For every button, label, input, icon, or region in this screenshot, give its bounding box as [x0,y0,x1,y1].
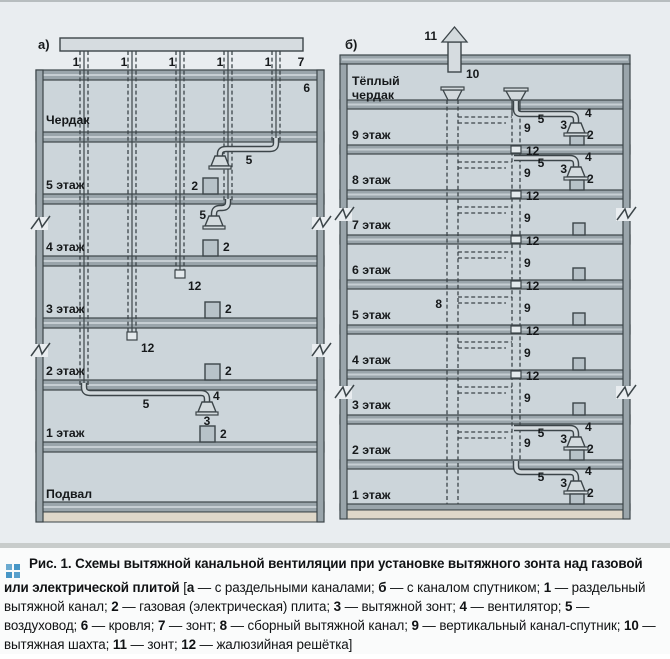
stove-label: 2 [220,427,227,441]
stove-icon [203,178,218,194]
floor-label-9: 9 этаж [352,128,391,142]
panel-a [30,37,331,522]
legend-desc: — жалюзийная решётка] [195,637,353,652]
floor-label-5: 5 этаж [352,308,391,322]
floor-label-1: 1 этаж [352,488,391,502]
legend-desc: — вытяжной зонт; [340,599,460,614]
legend-key: 11 [112,637,127,652]
legend-key: 3 [333,599,341,614]
legend-key: 5 [565,599,573,614]
floor-label-7: 7 этаж [352,218,391,232]
floor-label-2: 2 этаж [352,443,391,457]
legend-key: 7 [157,618,166,633]
satellite-label: 9 [524,121,531,135]
caption-marker-icon [6,564,20,578]
stove-icon [573,358,585,370]
hood-icon [567,123,585,133]
exhaust-shaft [448,42,461,72]
hood-icon [567,481,585,491]
satellite-label: 9 [524,166,531,180]
shaft-umbrella-label: 11 [424,29,437,43]
stove-label: 2 [587,486,594,500]
panel-b [334,27,636,519]
legend-key: 12 [181,637,196,652]
stove-icon [200,426,215,442]
legend-key: 6 [80,618,89,633]
hood-icon [198,402,216,412]
duct-label: 5 [245,153,253,167]
grille-label: 12 [188,279,202,293]
legend-key: 9 [411,618,419,633]
building-a-left-wall [36,70,43,522]
caption-bracket-open: [ [179,580,187,595]
building-b-left-wall [340,64,347,519]
stove-label: 2 [225,364,232,378]
channel-label: 1 [168,55,176,69]
building-a-foundation [43,512,317,522]
stove-icon [205,364,220,380]
grille-label: 12 [526,324,540,338]
satellite-label: 9 [524,391,531,405]
floor-label-6: 6 этаж [352,263,391,277]
stove-label: 2 [587,172,594,186]
floor-label-8: 8 этаж [352,173,391,187]
grille-label: 12 [526,279,540,293]
hood-label: 3 [560,432,567,446]
satellite-label: 9 [524,211,531,225]
hood-label: 3 [560,476,567,490]
satellite-label: 9 [524,346,531,360]
stove-icon [570,136,584,145]
fan-label: 4 [585,150,592,164]
floor-label-4: 4 этаж [352,353,391,367]
fan-label: 4 [585,106,592,120]
floor-label-warm-attic: чердак [352,88,394,102]
stove-icon [570,450,584,460]
figure-caption [0,548,670,654]
channel-label: 1 [264,55,272,69]
fan-label: 4 [585,464,592,478]
building-a-right-wall [317,70,324,522]
hood-icon [205,216,223,226]
stove-icon [203,240,218,256]
caption-title: Рис. 1. Схемы вытяжной канальной вентиляции при установке вытяжного зонта над газовой или электрической плитой [4,556,643,595]
legend-desc: — кровля; [88,618,158,633]
roof-slab [60,38,303,51]
stove-label: 2 [587,128,594,142]
legend-key: 10 [623,618,639,633]
grille-label: 12 [526,144,540,158]
stove-label: 2 [191,179,198,193]
legend-desc: — раздельный вытяжной канал; [4,580,646,614]
floor-label-5: 5 этаж [46,178,85,192]
panel-b-label: б) [345,37,358,52]
legend-key: 4 [459,599,467,614]
legend-key: б [378,580,387,595]
legend-desc: — сборный вытяжной канал; [227,618,412,633]
stove-icon [573,268,585,280]
stove-icon [573,313,585,325]
building-b-foundation [347,510,623,519]
floor-label-attic: Чердак [46,113,90,127]
roof-umbrella-label: 7 [297,55,305,69]
floor-label-4: 4 этаж [46,240,85,254]
hood-label: 3 [203,414,211,428]
hood-label: 3 [560,162,567,176]
duct-label: 5 [537,156,545,170]
hood-icon [211,156,229,166]
floor-label-3: 3 этаж [352,398,391,412]
stove-icon [573,223,585,235]
satellite-label: 9 [524,436,531,450]
legend-desc: — с каналом спутником; [386,580,544,595]
grille-floor2 [127,332,137,340]
duct-label: 5 [537,426,545,440]
stove-icon [570,494,584,504]
shaft-umbrella-icon [442,27,467,42]
satellite-label: 9 [524,301,531,315]
channel-label: 1 [120,55,128,69]
legend-desc: — вентилятор; [466,599,566,614]
legend-key: 8 [219,618,227,633]
ventilation-figure [0,2,670,543]
legend-desc: — вытяжная шахта; [4,618,656,652]
floor-label-1: 1 этаж [46,426,85,440]
legend-desc: — с раздельными каналами; [194,580,379,595]
hood-icon [567,437,585,447]
stove-label: 2 [225,302,232,316]
legend-desc: — зонт; [165,618,220,633]
channel-label: 1 [216,55,224,69]
legend-desc: — воздуховод; [4,599,590,633]
legend-key: а [186,580,195,595]
floor-label-3: 3 этаж [46,302,85,316]
stove-label: 2 [587,442,594,456]
grille-label: 12 [526,369,540,383]
legend-key: 1 [543,580,552,595]
floor-label-basement: Подвал [46,487,93,501]
legend-desc: — зонт; [126,637,182,652]
roofing-label: 6 [303,81,310,95]
floor-label-2: 2 этаж [46,364,85,378]
duct-label: 5 [142,397,150,411]
legend-desc: — газовая (электрическая) плита; [118,599,334,614]
duct-label: 5 [537,470,545,484]
legend-key: 2 [111,599,119,614]
collecting-channel-label: 8 [435,297,442,311]
panel-a-label: а) [38,37,50,52]
grille-floor3 [175,270,185,278]
duct-label: 5 [537,112,545,126]
satellite-label: 9 [524,256,531,270]
fan-label: 4 [585,420,592,434]
building-b-right-wall [623,64,630,519]
grille-label: 12 [526,189,540,203]
stove-icon [205,302,220,318]
channel-label: 1 [72,55,80,69]
floor-label-warm-attic: Тёплый [352,74,400,88]
grille-label: 12 [141,341,155,355]
hood-icon [567,167,585,177]
grille-label: 12 [526,234,540,248]
stove-icon [573,403,585,415]
fan-label: 4 [213,389,220,403]
legend-desc: — вертикальный канал-спутник; [418,618,624,633]
duct-label: 5 [199,208,206,222]
stove-label: 2 [223,240,230,254]
shaft-label: 10 [466,67,480,81]
stove-icon [570,180,584,190]
hood-label: 3 [560,118,567,132]
